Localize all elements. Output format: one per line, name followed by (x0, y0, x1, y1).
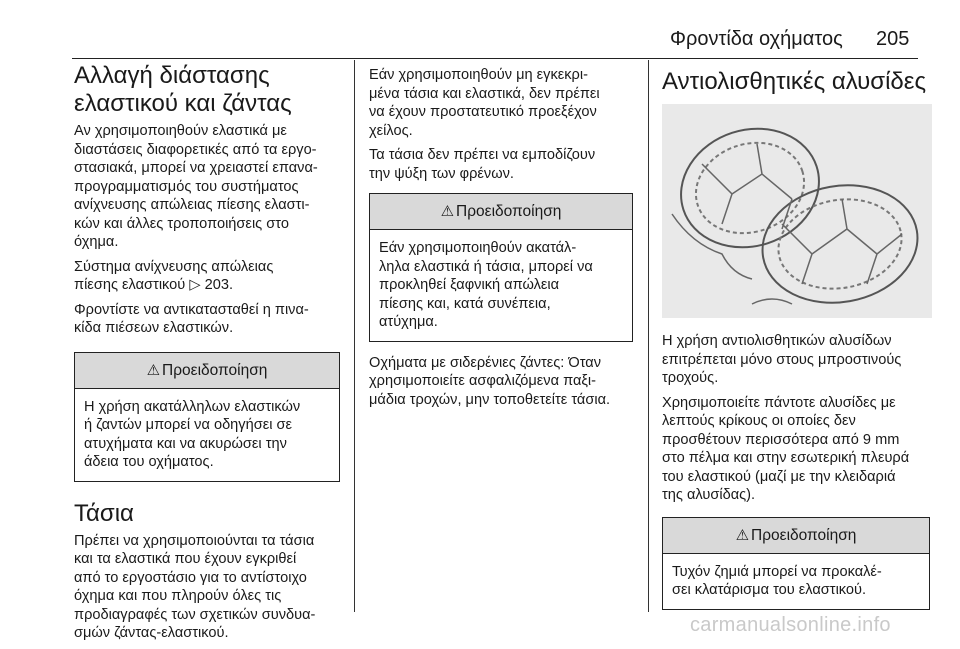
warning-header (663, 518, 929, 554)
warning-title: Προειδοποίηση (162, 361, 268, 379)
paragraph (74, 301, 340, 338)
text-line: σμών ζάντας-ελαστικού. (74, 625, 229, 641)
text-line: χείλος. (369, 122, 413, 139)
text-line: Τυχόν ζημιά μπορεί να προκαλέ- (672, 563, 882, 580)
text-line: ατύχημα. (379, 314, 438, 330)
snow-chain-icon (662, 104, 932, 318)
text-line: Η χρήση ακατάλληλων ελαστικών (84, 398, 301, 415)
text-line: κίδα πιέσεων ελαστικών. (74, 320, 234, 336)
text-line: του ελαστικού (μαζί με την κλειδαριά (662, 468, 896, 485)
watermark: carmanualsonline.info (690, 614, 891, 636)
cross-reference-link[interactable]: πίεσης ελαστικού ▷ 203. (74, 277, 234, 293)
warning-body (663, 554, 929, 609)
text-line: Οχήματα με σιδερένιες ζάντες: Όταν (369, 354, 602, 371)
text-line: προγραμματισμός του συστήματος (74, 178, 299, 195)
text-line: όχημα. (74, 234, 119, 250)
text-line: ατυχήματα και να ακυρώσει την (84, 435, 287, 452)
text-line: μένα τάσια και ελαστικά, δεν πρέπει (369, 85, 600, 102)
text-line: στο πέλμα και στην εσωτερική πλευρά (662, 450, 910, 466)
text-line: διαστάσεις διαφορετικές από τα εργο- (74, 141, 317, 158)
section-heading-snow-chains: Αντιολισθητικές αλυσίδες (662, 68, 927, 95)
text-line: ή ζαντών μπορεί να οδηγήσει σε (84, 417, 293, 433)
warning-title: Προειδοποίηση (456, 203, 562, 220)
text-line: όχημα και που πληρούν όλες τις (74, 588, 282, 604)
text-line: Εάν χρησιμοποιηθούν ακατάλ- (379, 240, 577, 256)
warning-triangle-icon: ⚠ (735, 526, 750, 544)
text-line: σει κλατάρισμα του ελαστικού. (672, 582, 867, 598)
column-3 (662, 62, 930, 622)
paragraph (369, 66, 633, 140)
column-2 (369, 66, 633, 415)
warning-box (369, 193, 633, 342)
paragraph (662, 332, 930, 388)
warning-header (75, 353, 339, 389)
text-line: προκληθεί ξαφνική απώλεια (379, 277, 560, 293)
text-line: άδεια του οχήματος. (84, 454, 214, 470)
text-line: τροχούς. (662, 370, 719, 386)
warning-body (370, 230, 632, 341)
text-line: Εάν χρησιμοποιηθούν μη εγκεκρι- (369, 67, 588, 83)
paragraph (74, 532, 340, 643)
text-line: Τα τάσια δεν πρέπει να εμποδίζουν (369, 147, 596, 163)
heading-line: ελαστικού και ζάντας (74, 90, 292, 117)
column-1 (74, 62, 340, 649)
warning-box (662, 517, 930, 610)
text-line: ληλα ελαστικά ή τάσια, μπορεί να (379, 258, 593, 275)
text-line: Φροντίστε να αντικατασταθεί η πινα- (74, 301, 309, 318)
text-line: κών και άλλες τροποποιήσεις στο (74, 215, 289, 232)
text-line: να έχουν προστατευτικό προεξέχον (369, 104, 597, 120)
text-line: Αν χρησιμοποιηθούν ελαστικά με (74, 123, 287, 139)
text-line: προδιαγραφές των σχετικών συνδυα- (74, 606, 316, 623)
section-heading-hubcaps: Τάσια (74, 499, 134, 527)
text-line: στασιακά, μπορεί να χρειαστεί επανα- (74, 160, 318, 176)
text-line: μάδια τροχών, μην τοποθετείτε τάσια. (369, 391, 611, 408)
text-line: λεπτούς κρίκους οι οποίες δεν (662, 413, 856, 429)
heading-line: Αλλαγή διάστασης (74, 62, 270, 89)
text-line: Πρέπει να χρησιμοποιούνται τα τάσια (74, 532, 315, 549)
text-line: επιτρέπεται μόνο στους μπροστινούς (662, 351, 902, 368)
text-line: από το εργοστάσιο για το αντίστοιχο (74, 569, 307, 586)
section-heading-tire-size (74, 62, 340, 118)
paragraph-cross-reference[interactable] (74, 258, 340, 295)
paragraph (369, 146, 633, 183)
text-line: Χρησιμοποιείτε πάντοτε αλυσίδες με (662, 394, 896, 411)
text-line: πίεσης και, κατά συνέπεια, (379, 295, 551, 312)
column-divider-1 (354, 60, 355, 612)
text-line: προσθέτουν περισσότερα από 9 mm (662, 431, 900, 448)
warning-header (370, 194, 632, 230)
paragraph (662, 394, 930, 505)
paragraph (74, 122, 340, 252)
warning-triangle-icon: ⚠ (440, 203, 455, 220)
warning-title: Προειδοποίηση (751, 526, 857, 544)
column-divider-2 (648, 60, 649, 612)
text-line: Η χρήση αντιολισθητικών αλυσίδων (662, 333, 892, 349)
text-line: της αλυσίδας). (662, 487, 756, 503)
warning-triangle-icon: ⚠ (146, 361, 161, 379)
snow-chains-illustration (662, 104, 932, 318)
warning-body (75, 389, 339, 481)
text-line: και τα ελαστικά που έχουν εγκριθεί (74, 551, 297, 567)
header-rule (72, 58, 918, 59)
text-line: χρησιμοποιείτε ασφαλιζόμενα παξι- (369, 373, 597, 389)
text-line: την ψύξη των φρένων. (369, 165, 514, 182)
paragraph (369, 354, 633, 410)
text-line: ανίχνευσης απώλειας πίεσης ελαστι- (74, 197, 310, 213)
page-header-title: Φροντίδα οχήματος (670, 28, 843, 50)
page-number: 205 (876, 28, 910, 50)
warning-box (74, 352, 340, 482)
text-line: Σύστημα ανίχνευσης απώλειας (74, 258, 274, 275)
